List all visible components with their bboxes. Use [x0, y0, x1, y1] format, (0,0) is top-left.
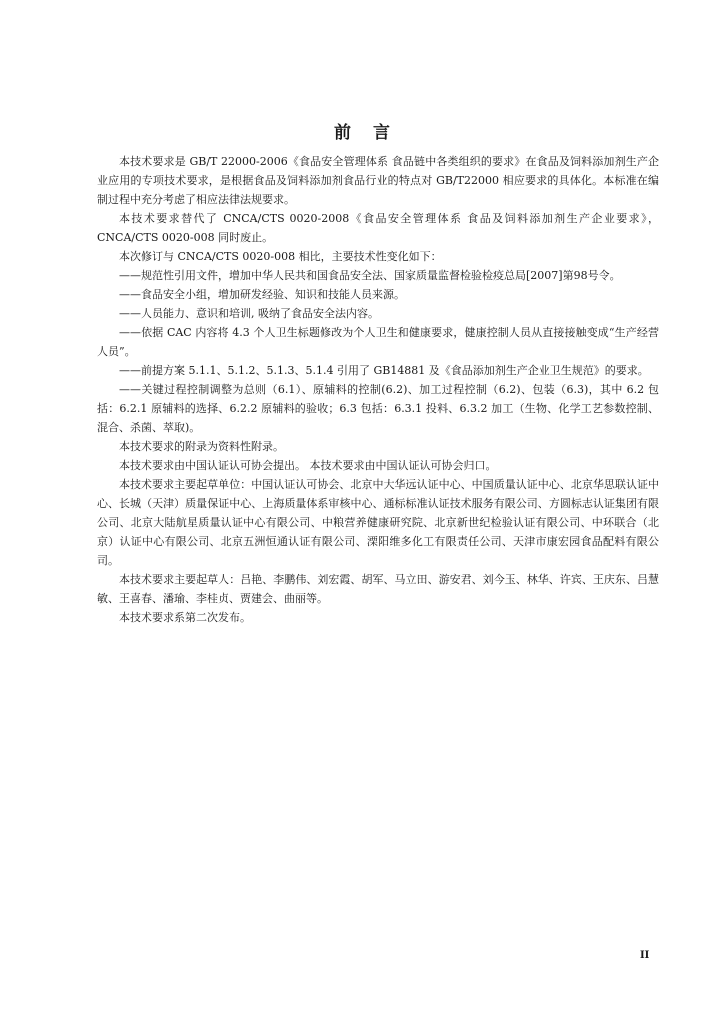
paragraph-revision-intro: 本次修订与 CNCA/CTS 0020-008 相比，主要技术性变化如下： [119, 250, 442, 263]
paragraph-change-references: ——规范性引用文件，增加中华人民共和国食品安全法、国家质量监督检验检疫总局[2007]第98号令。 [119, 269, 621, 282]
page-title [0, 118, 724, 143]
title-part-2: 言 [373, 123, 390, 143]
paragraph-change-prerequisites: ——前提方案 5.1.1、5.1.2、5.1.3、5.1.4 引用了 GB14881 及《食品添加剂生产企业卫生规范》的要求。 [119, 364, 649, 377]
paragraph-change-process-control: ——关键过程控制调整为总则（6.1）、原辅料的控制(6.2)、加工过程控制（6.2)、包装（6.3)，其中 6.2 包括：6.2.1 原辅料的选择、6.2.2 原辅料的验收；6.3 包括：6.3.1 投料、6.3.2 加工（生物、化学工艺参数控制、混合、杀菌、萃取)。 [97, 383, 659, 434]
paragraph-change-competence: ——人员能力、意识和培训, 吸纳了食品安全法内容。 [119, 307, 379, 320]
paragraph-change-hygiene: ——依据 CAC 内容将 4.3 个人卫生标题修改为个人卫生和健康要求，健康控制人员从直接接触变成“生产经营人员”。 [97, 326, 659, 358]
paragraph-replacement: 本技术要求替代了 CNCA/CTS 0020-2008《食品安全管理体系 食品及饲料添加剂生产企业要求》，CNCA/CTS 0020-008 同时废止。 [97, 212, 659, 244]
title-part-1: 前 [334, 123, 351, 143]
paragraph-annex: 本技术要求的附录为资料性附录。 [119, 440, 284, 453]
paragraph-drafting-units: 本技术要求主要起草单位：中国认证认可协会、北京中大华远认证中心、中国质量认证中心、北京华思联认证中心、长城（天津）质量保证中心、上海质量体系审核中心、通标标准认证技术服务有限公司、方圆标志认证集团有限公司、北京大陆航星质量认证中心有限公司、中粮营养健康研究院、北京新世纪检验认证有限公司、中环联合（北京）认证中心有限公司、北京五洲恒通认证有限公司、溧阳维多化工有限责任公司、天津市康宏园食品配料有限公司。 [97, 478, 659, 567]
paragraph-proposer: 本技术要求由中国认证认可协会提出。 本技术要求由中国认证认可协会归口。 [119, 459, 497, 472]
foreword-body [97, 152, 659, 627]
paragraph-edition: 本技术要求系第二次发布。 [119, 611, 251, 624]
paragraph-scope: 本技术要求是 GB/T 22000-2006《食品安全管理体系 食品链中各类组织的要求》在食品及饲料添加剂生产企业应用的专项技术要求，是根据食品及饲料添加剂食品行业的特点对 GB/T22000 相应要求的具体化。本标准在编制过程中充分考虑了相应法律法规要求。 [97, 155, 659, 206]
paragraph-drafters: 本技术要求主要起草人：吕艳、李鹏伟、刘宏霞、胡军、马立田、游安君、刘今玉、林华、许宾、王庆东、吕慧敏、王喜春、潘瑜、李桂贞、贾建会、曲丽等。 [97, 573, 659, 605]
paragraph-change-team: ——食品安全小组，增加研发经验、知识和技能人员来源。 [119, 288, 405, 301]
page-number: II [640, 950, 650, 961]
